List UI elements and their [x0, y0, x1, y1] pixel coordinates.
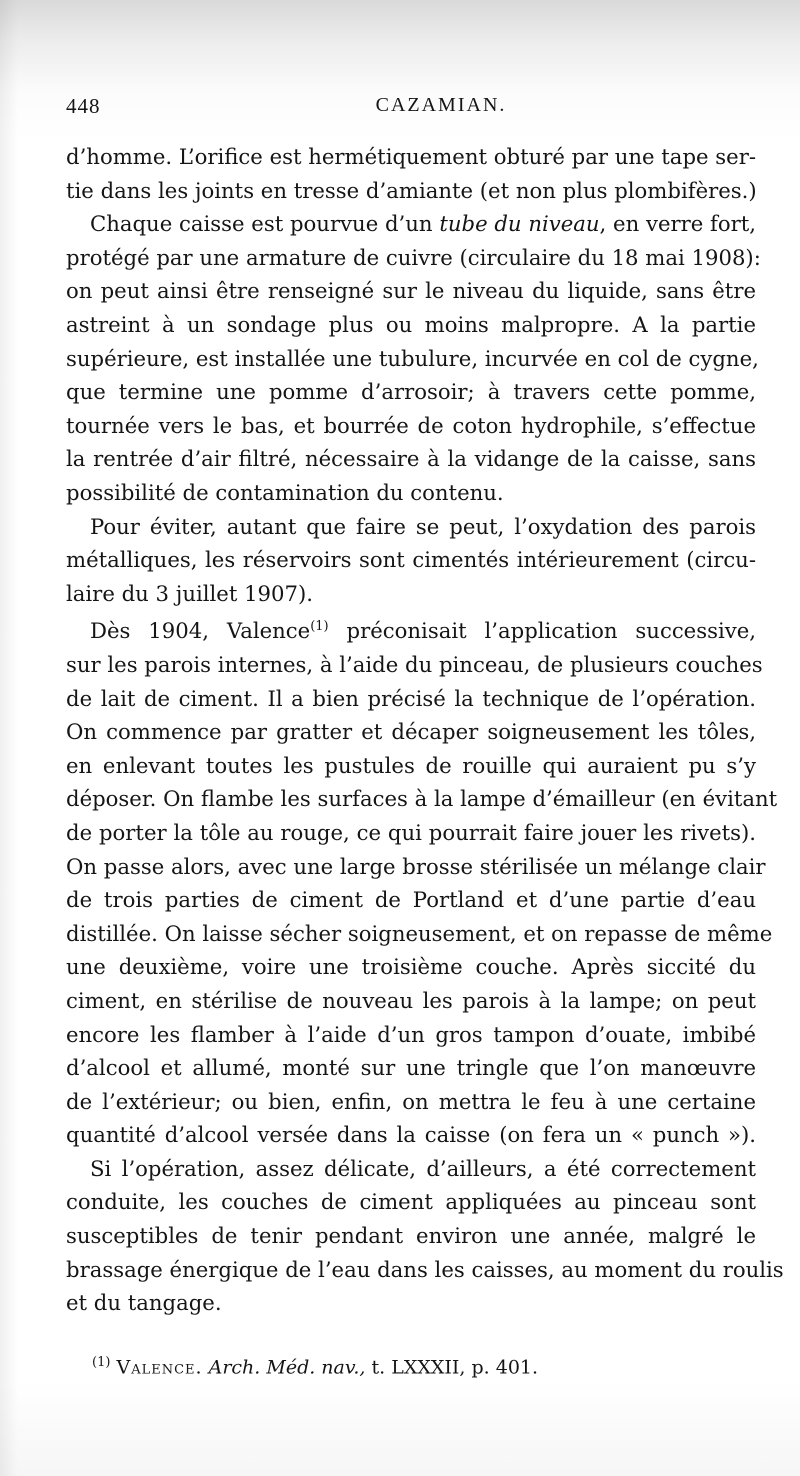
text-line: On commence par gratter et décaper soigneusement les tôles, [66, 719, 756, 745]
footnote-marker: (1) [92, 1355, 111, 1370]
text-line: conduite, les couches de ciment appliquées au pinceau sont [66, 1189, 756, 1215]
text-line: tie dans les joints en tresse d’amiante (et non plus plombifères.) [66, 177, 757, 203]
text-line [66, 610, 756, 648]
text-line: métalliques, les réservoirs sont cimentés intérieurement (circu- [66, 547, 756, 573]
text-line: sur les parois internes, à l’aide du pinceau, de plusieurs couches [66, 651, 763, 677]
body-text [66, 140, 784, 1320]
page-header [66, 94, 756, 124]
text-line: de porter la tôle au rouge, ce qui pourrait faire jouer les rivets). [66, 819, 756, 845]
text-line: laire du 3 juillet 1907). [66, 580, 313, 606]
scan-shadow [0, 0, 18, 1476]
text-line: et du tangage. [66, 1290, 222, 1316]
text-line: de lait de ciment. Il a bien précisé la technique de l’opération. [66, 685, 756, 711]
text-fragment: Dès 1904, Valence [90, 618, 311, 644]
text-line: brassage énergique de l’eau dans les caisses, au moment du roulis [66, 1256, 784, 1282]
text-line: On passe alors, avec une large brosse stérilisée un mélange clair [66, 853, 766, 879]
text-line: astreint à un sondage plus ou moins malpropre. A la partie [66, 311, 756, 337]
footnote-ref[interactable]: (1) [310, 619, 329, 635]
text-line: protégé par une armature de cuivre (circulaire du 18 mai 1908): [66, 244, 761, 270]
text-line: on peut ainsi être renseigné sur le niveau du liquide, sans être [66, 278, 756, 304]
text-line: ciment, en stérilise de nouveau les parois à la lampe; on peut [66, 987, 756, 1013]
text-line: quantité d’alcool versée dans la caisse (on fera un « punch »). [66, 1122, 756, 1148]
text-line: déposer. On flambe les surfaces à la lampe d’émailleur (en évitant [66, 786, 778, 812]
text-line: de l’extérieur; ou bien, enfin, on mettra le feu à une certaine [66, 1088, 756, 1114]
text-line: encore les flamber à l’aide d’un gros tampon d’ouate, imbibé [66, 1021, 756, 1047]
text-line: d’homme. L’orifice est hermétiquement obturé par une tape ser- [66, 144, 756, 169]
italic-term: tube du niveau [439, 211, 600, 237]
text-line: distillée. On laisse sécher soigneusement, et on repasse de même [66, 920, 773, 946]
text-line: Pour éviter, autant que faire se peut, l’oxydation des parois [90, 513, 756, 539]
footnote [92, 1355, 538, 1378]
text-fragment: préconisait l’application successive, [328, 618, 756, 644]
text-line: que termine une pomme d’arrosoir; à travers cette pomme, [66, 379, 756, 405]
text-line: Si l’opération, assez délicate, d’ailleurs, a été correctement [90, 1155, 756, 1181]
text-line: une deuxième, voire une troisième couche. Après siccité du [66, 954, 756, 980]
footnote-author: Valence. [116, 1356, 203, 1379]
text-line: Chaque caisse est pourvue d’un tube du niveau, en verre fort, [90, 211, 757, 237]
footnote-journal: Arch. Méd. nav., [208, 1356, 366, 1379]
text-line: de trois parties de ciment de Portland et d’une partie d’eau [66, 887, 756, 913]
page-number: 448 [66, 94, 101, 118]
text-line: possibilité de contamination du contenu. [66, 479, 504, 505]
text-line: susceptibles de tenir pendant environ une année, malgré le [66, 1223, 756, 1249]
text-line: la rentrée d’air filtré, nécessaire à la vidange de la caisse, sans [66, 446, 756, 472]
text-line: d’alcool et allumé, monté sur une tringle que l’on manœuvre [66, 1055, 756, 1081]
text-line: supérieure, est installée une tubulure, incurvée en col de cygne, [66, 345, 759, 371]
footnote-reference: t. LXXXII, p. 401. [371, 1356, 539, 1379]
text-line: en enlevant toutes les pustules de rouille qui auraient pu s’y [66, 752, 756, 778]
text-line: tournée vers le bas, et bourrée de coton hydrophile, s’effectue [66, 412, 756, 438]
running-title: CAZAMIAN. [375, 94, 507, 116]
